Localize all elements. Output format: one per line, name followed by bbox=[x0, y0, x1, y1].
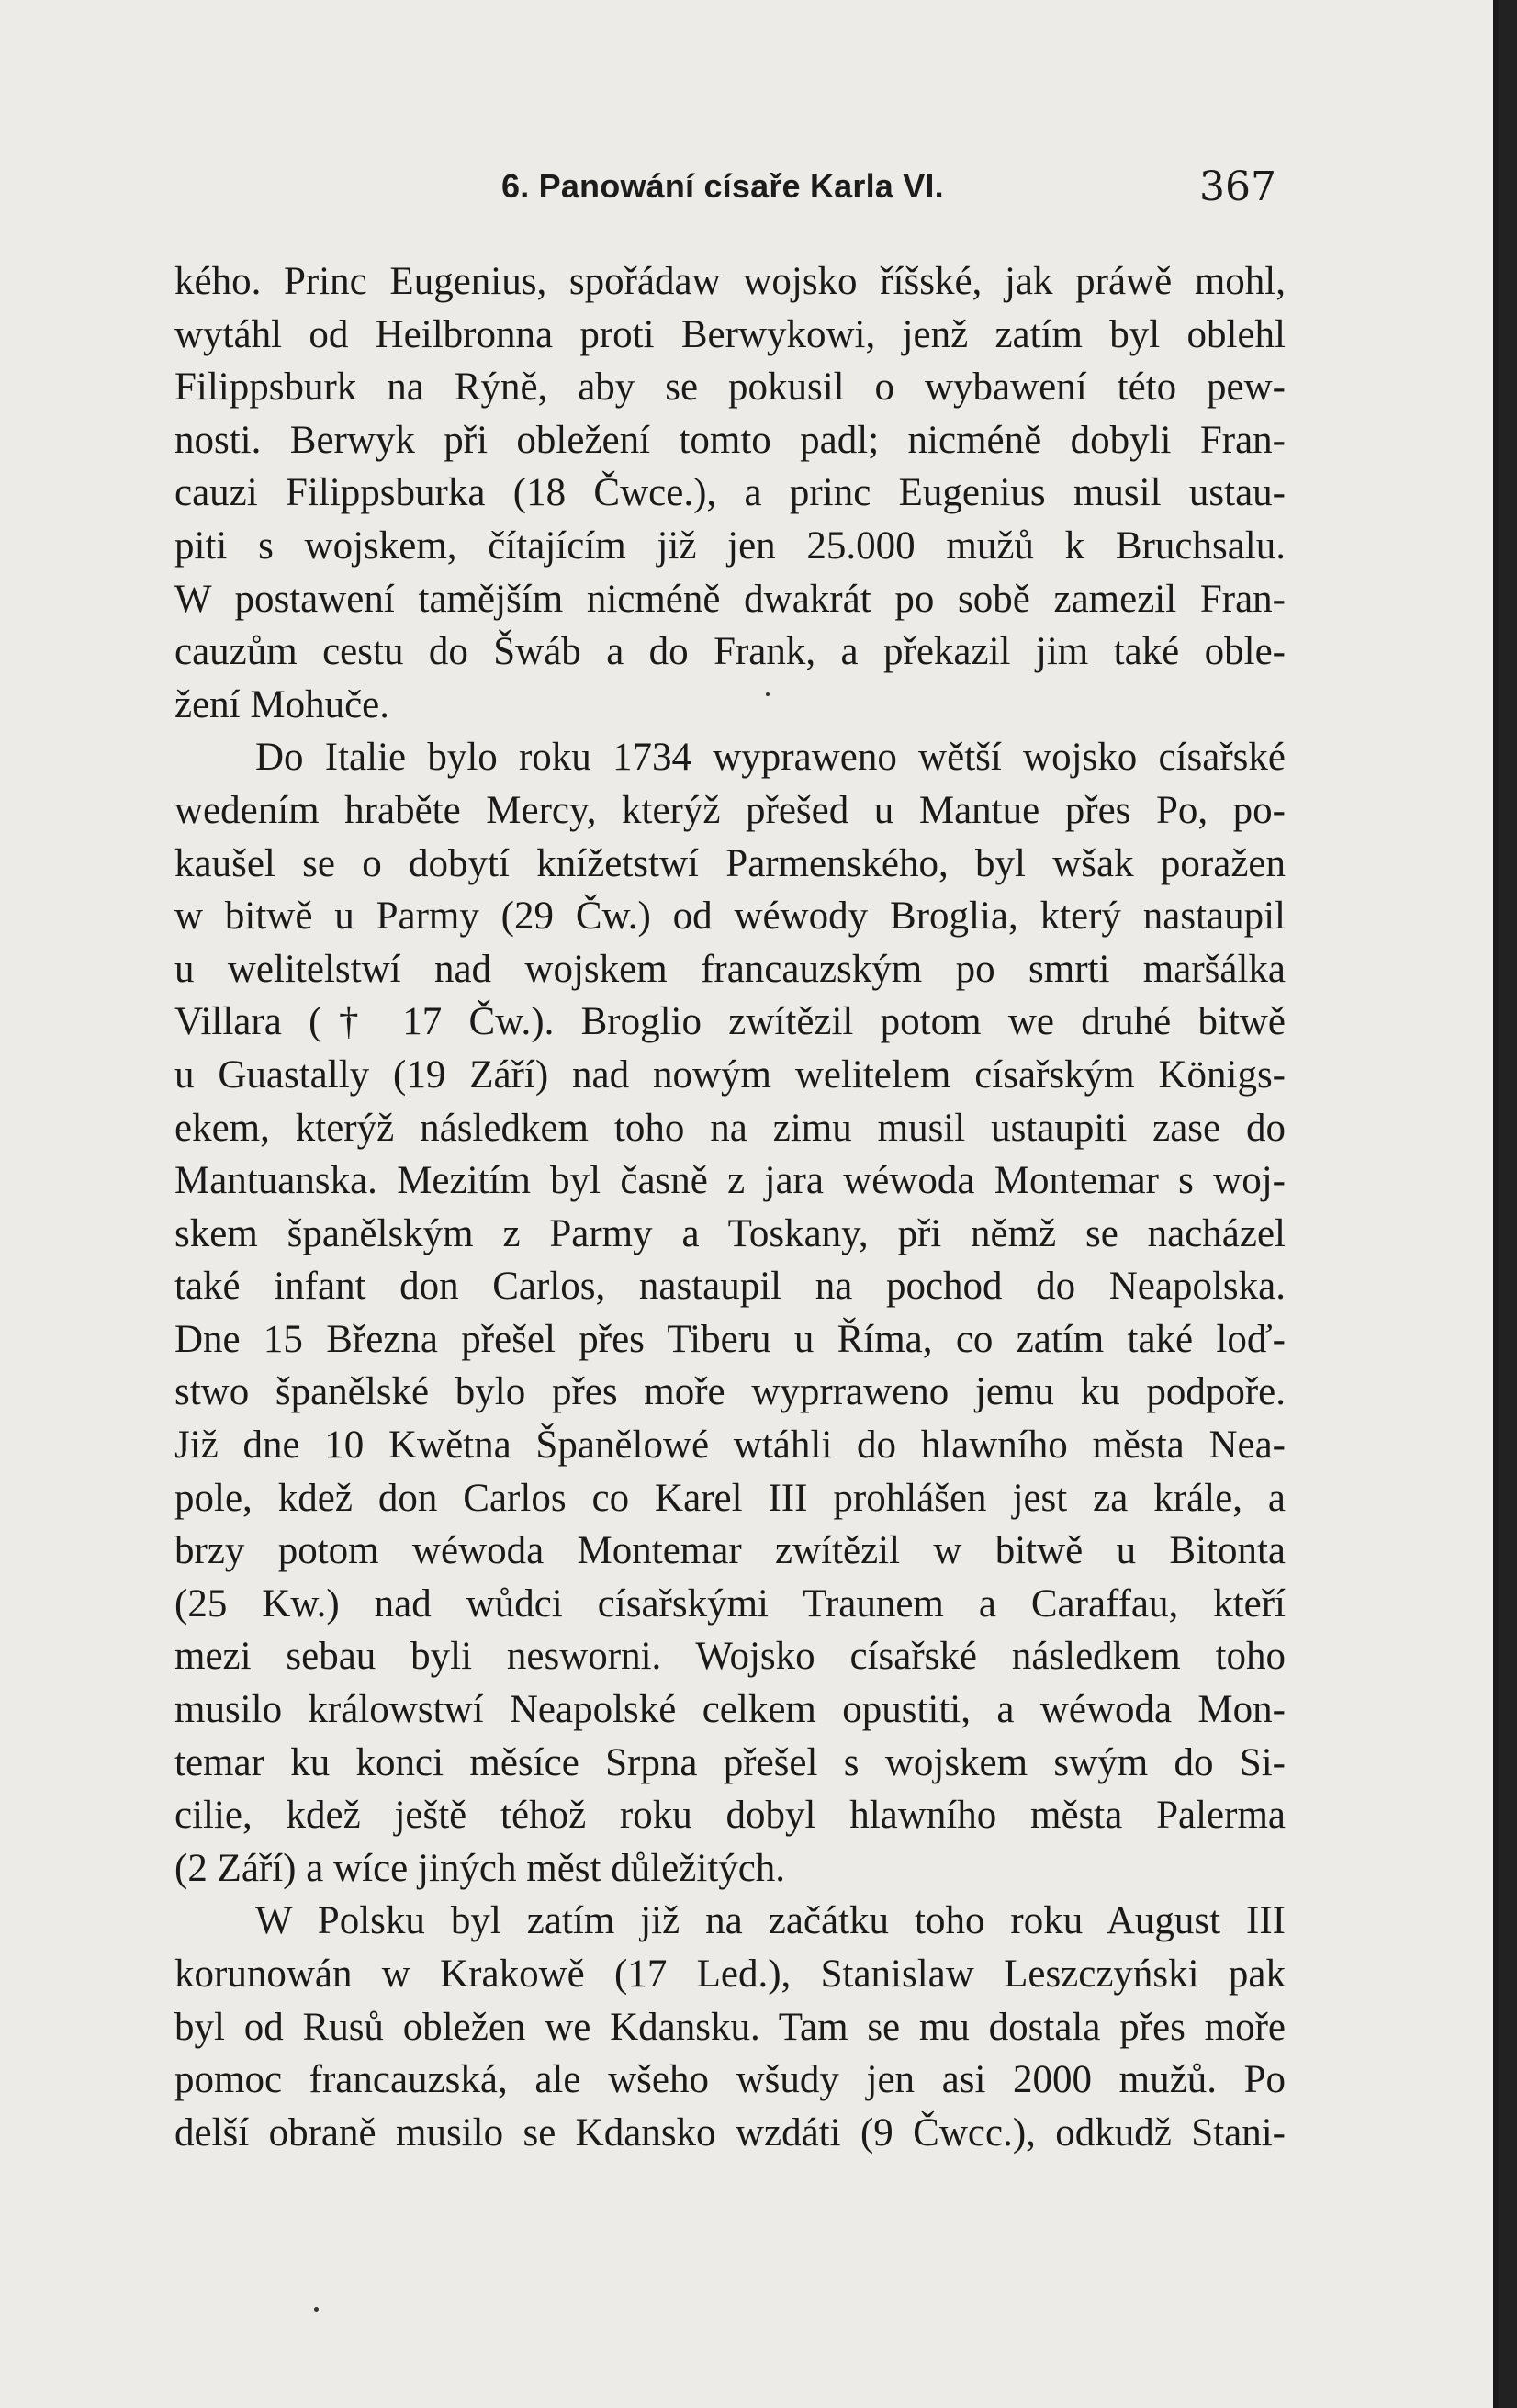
body-text bbox=[174, 255, 1286, 2159]
paragraph-first-line: Do Italie bylo roku 1734 wypraweno wětší wojsko císařské bbox=[255, 736, 1286, 780]
text-line: temar ku konci měsíce Srpna přešel s wojskem swým do Si- bbox=[174, 1740, 1286, 1784]
text-line: W postawení tamějším nicméně dwakrát po sobě zamezil Fran- bbox=[174, 577, 1286, 621]
text-line: (2 Září) a wíce jiných měst důležitých. bbox=[174, 1846, 786, 1890]
text-line: u welitelstwí nad wojskem francauzským po smrti maršálka bbox=[174, 947, 1286, 991]
text-line: wedením hraběte Mercy, kterýž přešed u Mantue přes Po, po- bbox=[174, 788, 1286, 832]
text-line: piti s wojskem, čítajícím již jen 25.000 mužů k Bruchsalu. bbox=[174, 523, 1286, 568]
text-line: musilo králowstwí Neapolské celkem opustiti, a wéwoda Mon- bbox=[174, 1688, 1286, 1732]
text-line: u Guastally (19 Září) nad nowým welitelem císařským Königs- bbox=[174, 1052, 1286, 1097]
page-number: 367 bbox=[1199, 163, 1276, 210]
text-line: žení Mohuče. bbox=[174, 682, 390, 726]
text-line: pole, kdež don Carlos co Karel III prohlášen jest za krále, a bbox=[174, 1476, 1286, 1520]
text-line: Filippsburk na Rýně, aby se pokusil o wybawení této pew- bbox=[174, 366, 1286, 410]
text-line: wytáhl od Heilbronna proti Berwykowi, jenž zatím byl oblehl bbox=[174, 312, 1286, 356]
text-line: delší obraně musilo se Kdansko wzdáti (9 Čwcc.), odkudž Stani- bbox=[174, 2110, 1286, 2155]
text-line: také infant don Carlos, nastaupil na pochod do Neapolska. bbox=[174, 1265, 1286, 1309]
page-header bbox=[174, 163, 1276, 219]
text-line: Mantuanska. Mezitím byl časně z jara wéwoda Montemar s woj- bbox=[174, 1159, 1286, 1203]
scan-speck bbox=[314, 2307, 319, 2312]
text-line: cauzi Filippsburka (18 Čwce.), a princ Eugenius musil ustau- bbox=[174, 471, 1286, 515]
paragraph-first-line: W Polsku byl zatím již na začátku toho roku August III bbox=[255, 1899, 1286, 1943]
text-line: nosti. Berwyk při obležení tomto padl; nicméně dobyli Fran- bbox=[174, 418, 1286, 462]
text-line: (25 Kw.) nad wůdci císařskými Traunem a Caraffau, kteří bbox=[174, 1581, 1286, 1626]
text-line: kaušel se o dobytí knížetstwí Parmenského, byl wšak poražen bbox=[174, 841, 1286, 885]
text-line: brzy potom wéwoda Montemar zwítězil w bitwě u Bitonta bbox=[174, 1529, 1286, 1573]
text-line: Již dne 10 Kwětna Španělowé wtáhli do hlawního města Nea- bbox=[174, 1423, 1286, 1468]
text-line: Dne 15 Března přešel přes Tiberu u Říma, co zatím také loď- bbox=[174, 1317, 1286, 1361]
text-line: ekem, kterýž následkem toho na zimu musil ustaupiti zase do bbox=[174, 1106, 1286, 1150]
text-line: pomoc francauzská, ale wšeho wšudy jen asi 2000 mužů. Po bbox=[174, 2058, 1286, 2102]
text-line: stwo španělské bylo přes moře wyprraweno jemu ku podpoře. bbox=[174, 1370, 1286, 1414]
running-title: 6. Panowání císaře Karla VI. bbox=[501, 167, 944, 205]
text-line: skem španělským z Parmy a Toskany, při němž se nacházel bbox=[174, 1211, 1286, 1255]
text-line: byl od Rusů obležen we Kdansku. Tam se mu dostala přes moře bbox=[174, 2005, 1286, 2049]
scan-speck bbox=[766, 692, 770, 696]
text-line: kého. Princ Eugenius, spořádaw wojsko říšské, jak práwě mohl, bbox=[174, 260, 1286, 303]
text-line: cilie, kdež ještě téhož roku dobyl hlawního města Palerma bbox=[174, 1794, 1286, 1838]
text-line: w bitwě u Parmy (29 Čw.) od wéwody Broglia, který nastaupil bbox=[174, 895, 1286, 939]
text-line: cauzům cestu do Šwáb a do Frank, a překazil jim také oble- bbox=[174, 630, 1286, 674]
page-edge-shadow bbox=[1499, 0, 1517, 2408]
text-line: mezi sebau byli nesworni. Wojsko císařské následkem toho bbox=[174, 1635, 1286, 1679]
text-line: korunowán w Krakowě (17 Led.), Stanislaw Leszczyński pak bbox=[174, 1952, 1286, 1996]
text-line: Villara († 17 Čw.). Broglio zwítězil potom we druhé bitwě bbox=[174, 1000, 1286, 1044]
